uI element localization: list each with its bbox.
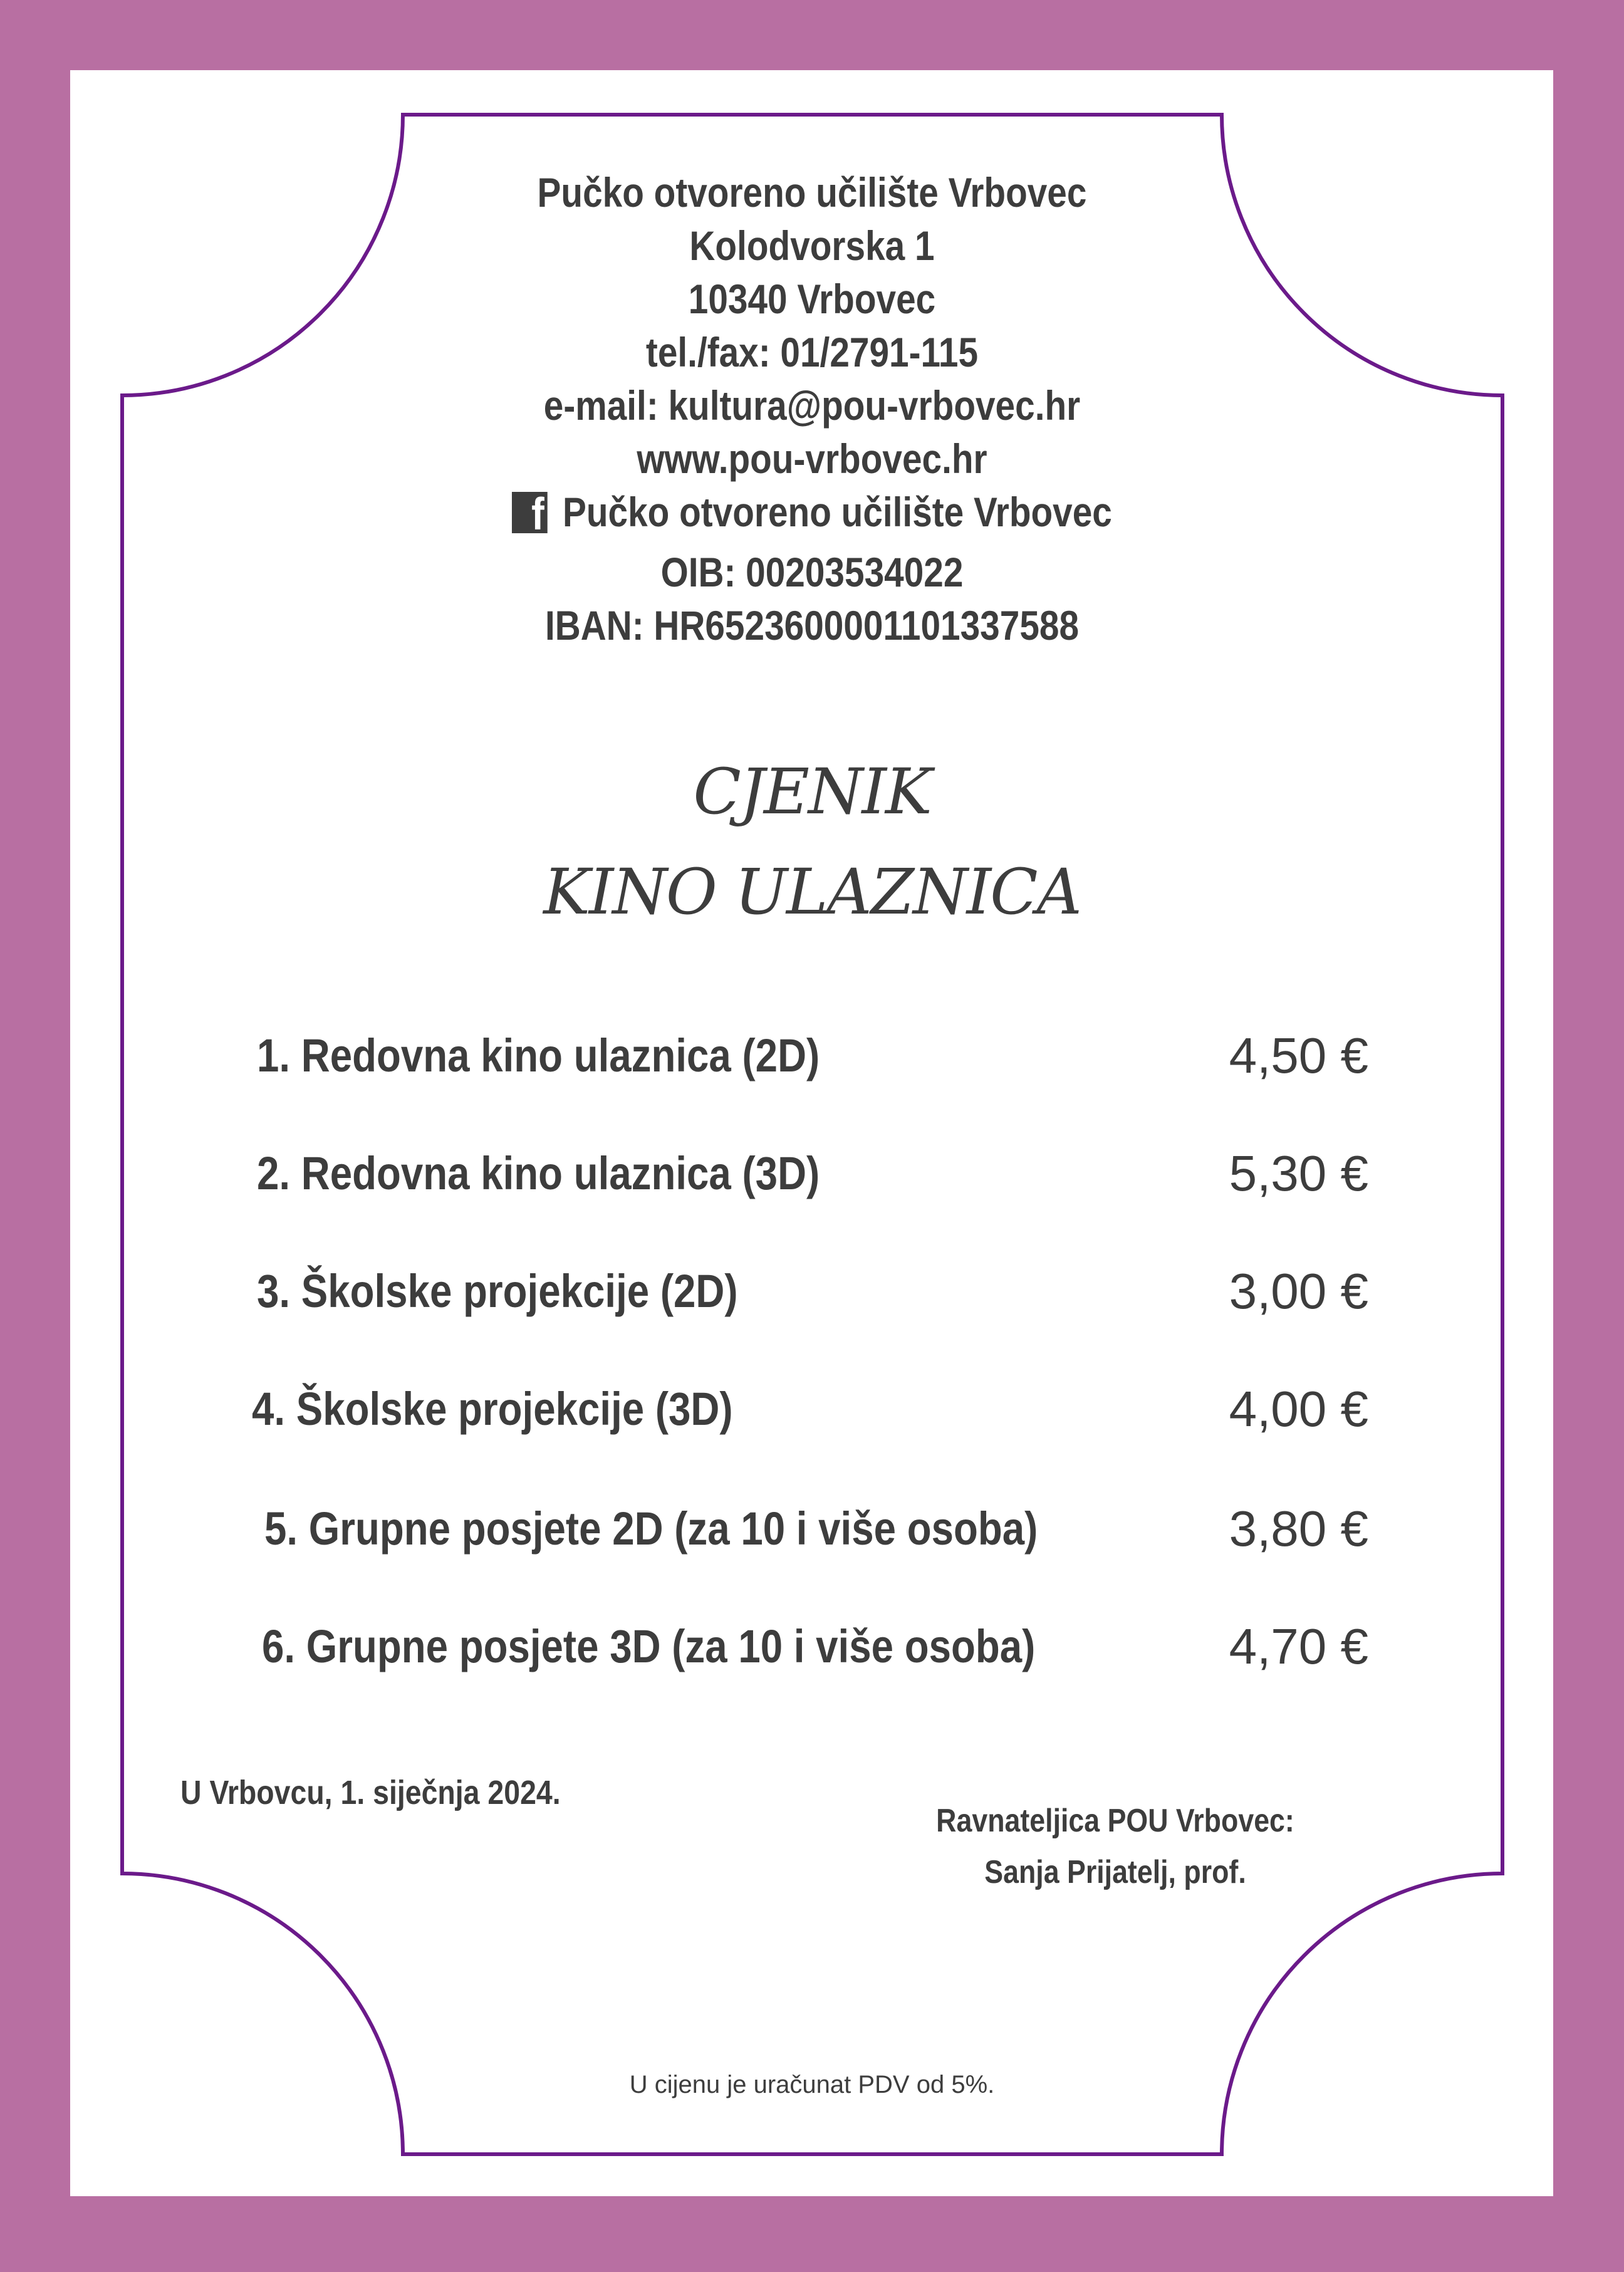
- price-row: [0, 1612, 1624, 1681]
- item-price: 4,00 €: [1229, 1381, 1368, 1437]
- phone: tel./fax: 01/2791-115: [645, 329, 979, 375]
- organization-header: [113, 166, 1510, 652]
- item-label: 6. Grupne posjete 3D (za 10 i više osoba): [262, 1620, 1036, 1672]
- title-line-1: CJENIK: [693, 755, 931, 828]
- facebook-line: [512, 486, 1112, 539]
- price-row: [0, 1021, 1624, 1090]
- place-date: U Vrbovcu, 1. siječnja 2024.: [180, 1774, 561, 1811]
- vat-note: U cijenu je uračunat PDV od 5%.: [629, 2071, 995, 2098]
- org-name: Pučko otvoreno učilište Vrbovec: [537, 169, 1087, 216]
- item-label: 5. Grupne posjete 2D (za 10 i više osoba): [264, 1503, 1038, 1555]
- item-price: 3,00 €: [1229, 1263, 1368, 1319]
- price-row: [0, 1494, 1624, 1563]
- signature-name: Sanja Prijatelj, prof.: [984, 1854, 1246, 1890]
- item-label: 1. Redovna kino ulaznica (2D): [257, 1029, 820, 1081]
- oib: OIB: 00203534022: [660, 548, 964, 595]
- item-label: 4. Školske projekcije (3D): [252, 1383, 733, 1435]
- street-address: Kolodvorska 1: [689, 222, 935, 269]
- facebook-label: Pučko otvoreno učilište Vrbovec: [562, 489, 1112, 535]
- signature-role: Ravnateljica POU Vrbovec:: [936, 1803, 1294, 1839]
- website: www.pou-vrbovec.hr: [637, 435, 987, 482]
- price-row: [0, 1257, 1624, 1326]
- item-price: 4,70 €: [1229, 1618, 1368, 1674]
- title-line-2: KINO ULAZNICA: [543, 855, 1081, 929]
- facebook-icon: f: [512, 492, 548, 533]
- signature-block: [846, 1795, 1385, 1898]
- item-label: 3. Školske projekcije (2D): [257, 1265, 738, 1317]
- price-row: [0, 1375, 1624, 1444]
- iban: IBAN: HR6523600001101337588: [544, 602, 1080, 649]
- city: 10340 Vrbovec: [688, 276, 936, 322]
- email: e-mail: kultura@pou-vrbovec.hr: [543, 382, 1081, 429]
- item-price: 3,80 €: [1229, 1501, 1368, 1556]
- item-price: 5,30 €: [1229, 1145, 1368, 1201]
- price-row: [0, 1139, 1624, 1208]
- item-label: 2. Redovna kino ulaznica (3D): [257, 1147, 820, 1199]
- item-price: 4,50 €: [1229, 1028, 1368, 1083]
